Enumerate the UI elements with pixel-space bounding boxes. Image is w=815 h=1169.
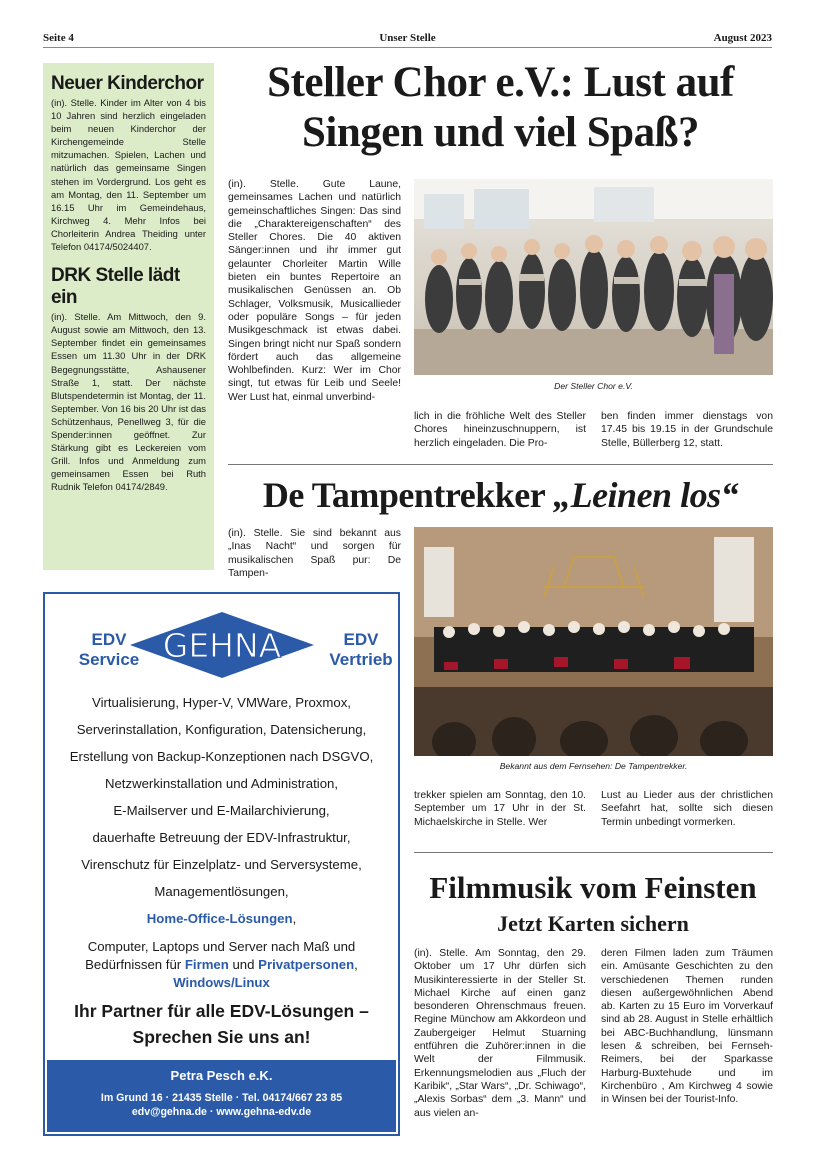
ad-vertrieb-label [321,630,401,670]
tampen-photo [414,527,773,756]
ad-hardware-text [45,938,398,992]
section-divider [414,852,773,853]
ad-slogan-line2: Sprechen Sie uns an! [132,1027,311,1047]
ad-line: Serverinstallation, Konfiguration, Datensicherung, [76,722,367,737]
page-header [43,30,772,48]
drk-title: DRK Stelle lädt ein [51,265,180,309]
kinderchor-title: Neuer Kinderchor [51,73,204,94]
ad-line: Virtualisierung, Hyper-V, VMWare, Proxmox, [92,695,351,710]
ad-line: dauerhafte Betreuung der EDV-Infrastruktur, [92,830,351,845]
film-headline: Filmmusik vom Feinsten [429,870,757,905]
tampen-column-3: Lust au Lieder aus der christlichen Seefahrt hat, sollte sich diesen Termin unbedingt vormerken. [601,790,773,828]
film-subheadline: Jetzt Karten sichern [497,911,689,936]
chor-photo-caption: Der Steller Chor e.V. [554,381,633,391]
chor-column-3: ben finden immer dienstags von 17.45 bis 19.15 in der Grundschule Stelle, Büllerberg 12, statt. [601,411,773,449]
tampen-headline-plain: De Tampentrekker [262,475,554,515]
ad-service-list [45,689,398,992]
ad-right-line1: EDV [343,630,379,649]
issue-date: August 2023 [713,32,772,44]
gehna-logo-text: GEHNA [162,626,282,665]
ad-hw-os: Windows/Linux [173,975,270,990]
ad-line: Virenschutz für Einzelplatz- und Serversysteme, [81,857,362,872]
ad-line: E-Mailserver und E-Mailarchivierung, [113,803,330,818]
ad-slogan-line1: Ihr Partner für alle EDV-Lösungen – [74,1001,369,1021]
ad-line [45,905,398,932]
ad-address: Im Grund 16 · 21435 Stelle · Tel. 04174/667 23 85 [100,1092,343,1104]
chor-headline-line2: Singen und viel Spaß? [302,109,699,156]
gehna-logo-icon [128,610,316,680]
publication-name: Unser Stelle [379,32,436,44]
ad-company-name: Petra Pesch e.K. [170,1068,273,1083]
ad-left-line2: Service [78,650,140,669]
ad-contact-footer [47,1060,396,1132]
film-column-2: deren Filmen laden zum Träumen ein. Amüsante Geschichten zu den verschiedenen Themen runden diesen außergewöhnlichen Abend ab. Karten zu 15 Euro im Vorverkauf sind ab 28. August in Stelle erhältlich bei ABC-Buchhandlung, lünsmann lesen & schreiben, bei Fernseh-Reimers, bei der Sparkasse Harburg-Buxtehude und im Kirchenbüro , Am Kirchweg 4 sowie in Winsen bei der Tourist-Info. [601,948,773,1106]
ad-slogan [45,998,398,1050]
ad-hw-und: und [228,957,259,972]
tampen-column-2: trekker spielen am Sonntag, den 10. September um 17 Uhr in der St. Michaelskirche in Stelle. Wer [414,790,586,828]
kinderchor-body: (in). Stelle. Kinder im Alter von 4 bis 10 Jahren sind herzlich eingeladen beim neuen Kinderchor der Kirchengemeinde Stelle mitzumachen. Spielen, Lachen und natürlich das gemeinsame Singen stehen im Vordergrund. Los geht es am Montag, den 11. September um 16.15 Uhr im Gemeindehaus, Kirchweg 4. Mehr Infos bei Chorleiterin Andrea Theiding unter Telefon 04174/5024407. [51,97,206,253]
tampen-headline-italic: „Leinen los“ [553,475,739,515]
ad-left-line1: EDV [91,630,127,649]
chor-column-1: (in). Stelle. Gute Laune, gemeinsames Lachen und natürlich gemeinschaftliches Singen: Das sind die „Charaktereigenschaften“ des Steller Chores. Die 40 aktiven Sänger:innen und ihr immer gut gelaunter Chorleiter Martin Wille bieten ein buntes Repertoire an musikalischen Genüssen an. Ob Schlager, Volksmusik, Musicallieder oder populäre Songs – für jeden Musikgeschmack ist etwas dabei. Singen bringt nicht nur Spaß sondern fördert auch das allgemeine Wohlbefinden. Kurz: Wer im Chor singt, tut etwas für Leib und Seele! Wer Lust hat, einmal unverbind- [228,179,401,403]
chor-headline-line1: Steller Chor e.V.: Lust auf [267,59,734,106]
chor-column-2: lich in die fröhliche Welt des Steller Chores hineinzuschnuppern, ist herzlich eingeladen. Die Pro- [414,411,586,449]
news-sidebar [43,63,214,570]
ad-right-line2: Vertrieb [329,650,393,669]
tampen-headline [228,473,773,517]
ad-hw-line1: Computer, Laptops und Server nach Maß und [87,939,356,954]
gehna-advertisement [43,592,400,1136]
tampen-photo-caption: Bekannt aus dem Fernsehen: De Tampentrekker. [499,761,688,771]
ad-comma: , [292,911,297,926]
film-column-1: (in). Stelle. Am Sonntag, den 29. Oktober um 17 Uhr dürfen sich Musikinteressierte in der Steller St. Michael Kirche auf einen ganz besonderen Ohrenschmaus freuen. Regine Münchow am Akkordeon und Zaubergeiger Helmut Stuarning entführen die Zuhörer:innen in die Welt der Filmmusik. Erkennungsmelodien aus „Fluch der Karibik“, „Star Wars“, „Dr. Schiwago“, „Alexis Sorbas“ dem „3. Mann“ und aus vielen an- [414,948,586,1119]
chor-headline [228,58,773,158]
ad-line: Netzwerkinstallation und Administration, [104,776,339,791]
drk-body: (in). Stelle. Am Mittwoch, den 9. August sowie am Mittwoch, den 13. September findet ein gemeinsames Essen um 11.30 Uhr in der DRK Begegnungsstätte, Ashausener Straße 1, statt. Der nächste Blutspendetermin ist Montag, der 11. September. Von 16 bis 20 Uhr ist das Schützenhaus, Penellweg 3, für die Spender:innen geöffnet. Zur Stärkung gibt es Leckereien vom Grill. Infos und Anmeldung zum gemeinsamen Essen bei Ruth Rudnik Telefon 04174/2849. [51,311,206,493]
chor-photo [414,179,773,375]
ad-line: Managementlösungen, [154,884,289,899]
section-divider [228,464,773,465]
ad-comma: , [354,957,358,972]
ad-hw-line2 [45,956,398,974]
ad-line: Erstellung von Backup-Konzeptionen nach DSGVO, [69,749,374,764]
ad-hw-firmen: Firmen [184,957,229,972]
ad-hw-privat: Privatpersonen [258,957,355,972]
page-number: Seite 4 [43,32,74,44]
tampen-column-1: (in). Stelle. Sie sind bekannt aus „Inas Nacht“ und sorgen für musikalischen Spaß pur: De Tampen- [228,528,401,579]
ad-email-web[interactable]: edv@gehna.de · www.gehna-edv.de [131,1106,312,1118]
ad-homeoffice: Home-Office-Lösungen [146,911,293,926]
ad-hw-prefix: Bedürfnissen für [85,957,185,972]
